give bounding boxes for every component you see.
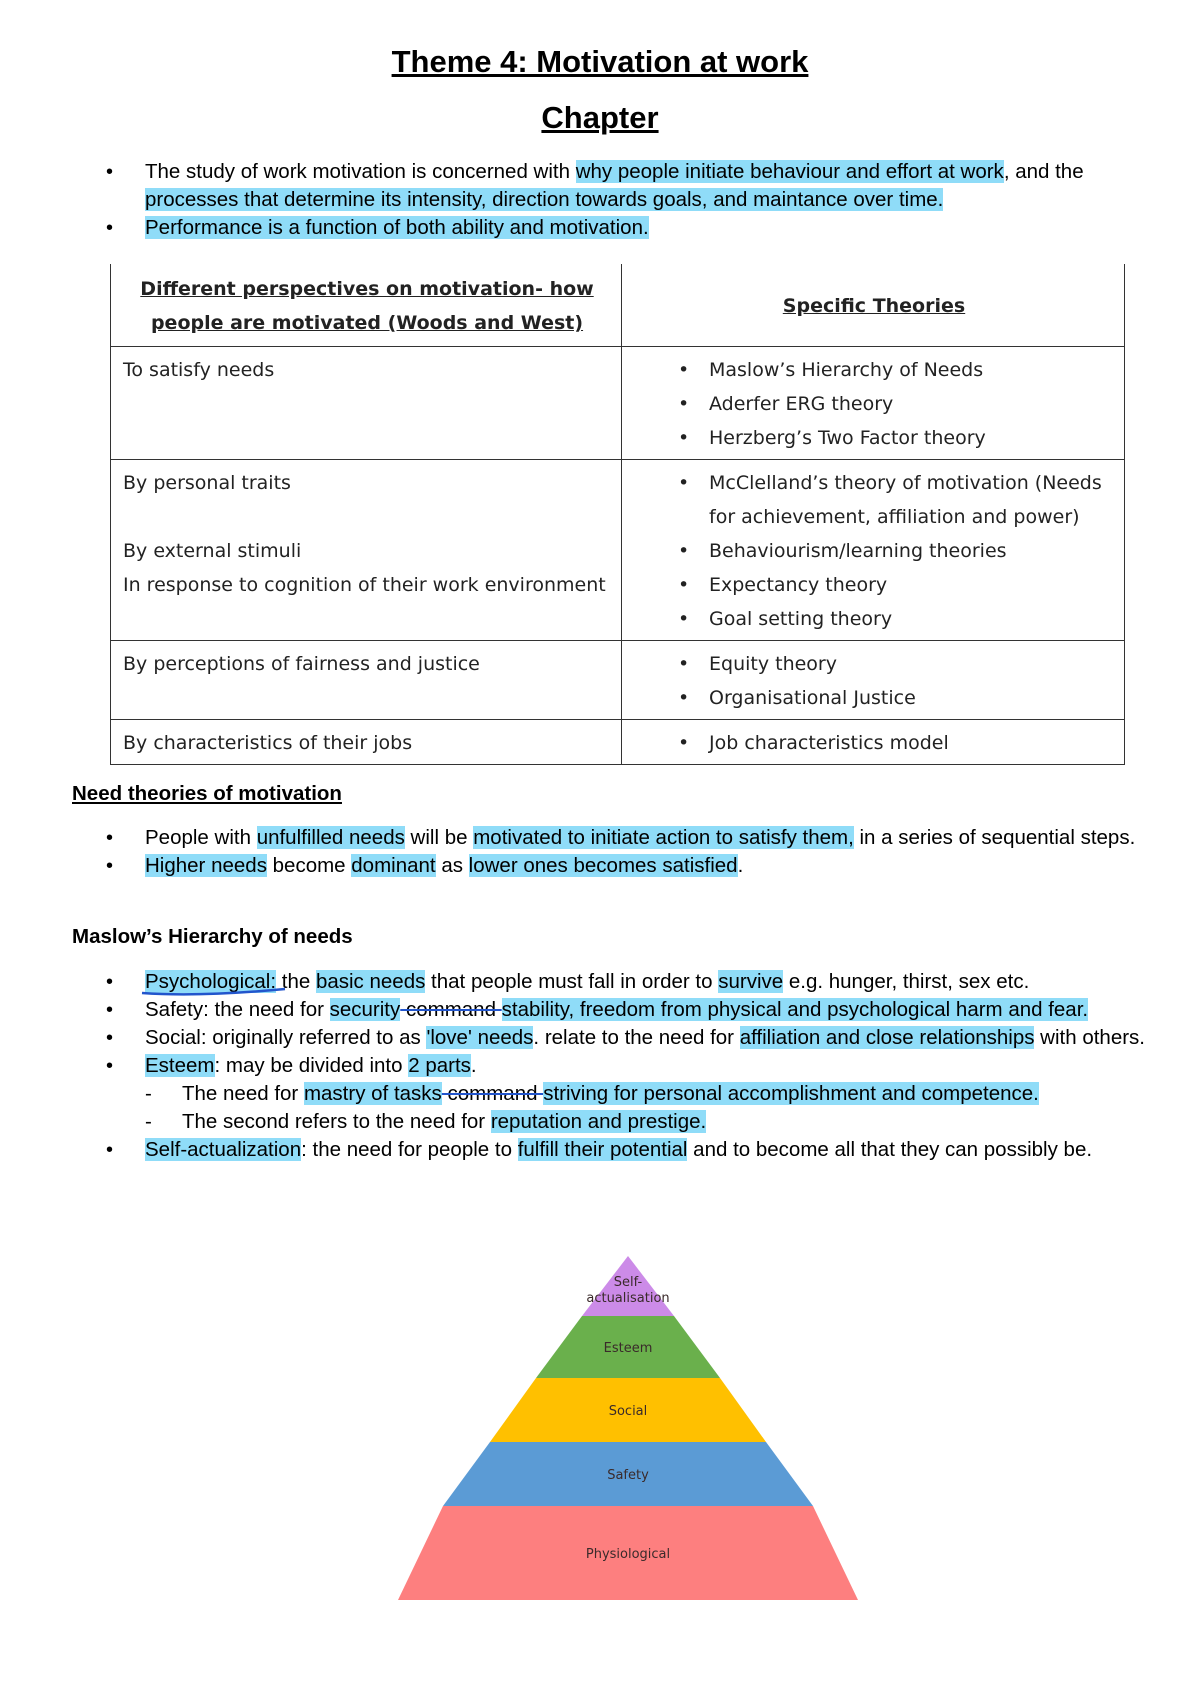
table-cell: To satisfy needs — [123, 359, 275, 381]
section-heading: Maslow’s Hierarchy of needs — [72, 925, 353, 948]
table-cell: By characteristics of their jobs — [123, 732, 413, 754]
pyramid-label: Social — [608, 1404, 648, 1419]
document-title: Theme 4: Motivation at work — [391, 44, 809, 79]
list-item: • Higher needs become dominant as lower ones becomes satisfied. — [72, 852, 1162, 880]
table-row — [111, 347, 1125, 460]
list-item: • Behaviourism/learning theories — [634, 534, 1114, 568]
pyramid-label: Esteem — [603, 1341, 653, 1356]
list-item: • Performance is a function of both ability and motivation. — [72, 214, 1162, 242]
list-item: - The second refers to the need for reputation and prestige. — [145, 1108, 1172, 1136]
intro-list — [72, 158, 1162, 242]
list-item: • Social: originally referred to as 'love' needs. relate to the need for affiliation and close relationships with others. — [72, 1024, 1172, 1052]
maslow-pyramid — [393, 1256, 863, 1602]
table-header-perspectives: Different perspectives on motivation- how people are motivated (Woods and West) — [111, 264, 622, 347]
perspectives-table — [110, 264, 1125, 765]
list-item: • Maslow’s Hierarchy of Needs — [634, 353, 1114, 387]
need-list — [72, 824, 1162, 880]
table-cell — [123, 500, 611, 534]
list-item: • Psychological: the basic needs that people must fall in order to survive e.g. hunger, thirst, sex etc. — [72, 968, 1172, 996]
table-row — [111, 641, 1125, 720]
section-heading: Need theories of motivation — [72, 782, 342, 805]
list-item: • Esteem: may be divided into 2 parts. - The need for mastry of tasks command striving for personal accomplishment and competence. - The second refers to the need for reputation and prestige. — [72, 1052, 1172, 1136]
list-item: • Equity theory — [634, 647, 1114, 681]
list-item: • Self-actualization: the need for people to fulfill their potential and to become all that they can possibly be. — [72, 1136, 1172, 1164]
list-item: • Expectancy theory — [634, 568, 1114, 602]
table-cell: By external stimuli — [123, 540, 302, 562]
list-item: • Aderfer ERG theory — [634, 387, 1114, 421]
list-item: • Goal setting theory — [634, 602, 1114, 636]
pyramid-label: Physiological — [585, 1547, 671, 1562]
esteem-sublist — [145, 1080, 1172, 1136]
list-item: - The need for mastry of tasks command striving for personal accomplishment and competence. — [145, 1080, 1172, 1108]
table-row — [111, 460, 1125, 641]
pyramid-label: Self- — [613, 1275, 643, 1290]
list-item: • Herzberg’s Two Factor theory — [634, 421, 1114, 455]
list-item: • McClelland’s theory of motivation (Needs for achievement, affiliation and power) — [634, 466, 1114, 534]
table-header-theories: Specific Theories — [622, 264, 1125, 347]
pyramid-label: actualisation — [586, 1291, 670, 1306]
list-item: • People with unfulfilled needs will be motivated to initiate action to satisfy them, in a series of sequential steps. — [72, 824, 1162, 852]
table-cell: By perceptions of fairness and justice — [123, 653, 480, 675]
pen-underline-mark — [140, 985, 290, 999]
pyramid-label: Safety — [607, 1468, 649, 1483]
list-item: • Job characteristics model — [634, 726, 1114, 760]
document-subtitle: Chapter — [541, 100, 659, 135]
list-item: • Organisational Justice — [634, 681, 1114, 715]
list-item: • Safety: the need for security command stability, freedom from physical and psychological harm and fear. — [72, 996, 1172, 1024]
table-cell: In response to cognition of their work environment — [123, 574, 606, 596]
table-cell: By personal traits — [123, 472, 291, 494]
list-item: • The study of work motivation is concerned with why people initiate behaviour and effort at work, and the processes that determine its intensity, direction towards goals, and maintance over time. — [72, 158, 1162, 214]
table-row — [111, 720, 1125, 765]
